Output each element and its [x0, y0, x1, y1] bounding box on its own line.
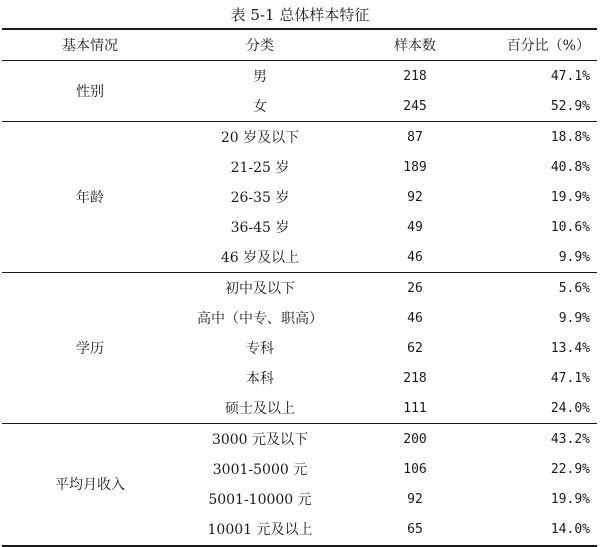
- category-cell: 硕士及以上: [225, 401, 295, 417]
- group-label: 平均月收入: [55, 477, 125, 493]
- percentage-cell: 18.8%: [550, 130, 590, 145]
- group-divider: [2, 121, 597, 122]
- sample-count-cell: 87: [407, 130, 423, 145]
- category-cell: 46 岁及以上: [220, 250, 300, 266]
- header-category: 分类: [246, 38, 274, 54]
- category-cell: 本科: [246, 371, 274, 387]
- sample-count-cell: 46: [407, 311, 423, 326]
- sample-count-cell: 200: [403, 432, 427, 447]
- sample-count-cell: 106: [403, 462, 427, 477]
- sample-count-cell: 26: [407, 281, 423, 296]
- percentage-cell: 9.9%: [558, 250, 590, 265]
- percentage-cell: 5.6%: [558, 281, 590, 296]
- sample-count-cell: 65: [407, 522, 423, 537]
- category-cell: 女: [253, 99, 267, 115]
- sample-count-cell: 218: [403, 371, 427, 386]
- category-cell: 初中及以下: [225, 281, 295, 297]
- category-cell: 男: [253, 69, 267, 85]
- category-cell: 3000 元及以下: [211, 432, 309, 448]
- percentage-cell: 19.9%: [550, 492, 590, 507]
- percentage-cell: 52.9%: [550, 99, 590, 114]
- percentage-cell: 47.1%: [550, 69, 590, 84]
- percentage-cell: 40.8%: [550, 160, 590, 175]
- percentage-cell: 13.4%: [550, 341, 590, 356]
- sample-count-cell: 189: [403, 160, 427, 175]
- header-sample-count: 样本数: [394, 38, 436, 54]
- percentage-cell: 43.2%: [550, 432, 590, 447]
- top-rule: [2, 28, 597, 30]
- percentage-cell: 10.6%: [550, 220, 590, 235]
- percentage-cell: 19.9%: [550, 190, 590, 205]
- sample-count-cell: 245: [403, 99, 427, 114]
- sample-count-cell: 46: [407, 250, 423, 265]
- group-divider: [2, 272, 597, 273]
- category-cell: 20 岁及以下: [220, 130, 300, 146]
- percentage-cell: 47.1%: [550, 371, 590, 386]
- category-cell: 5001-10000 元: [208, 492, 312, 508]
- group-divider: [2, 423, 597, 424]
- percentage-cell: 24.0%: [550, 401, 590, 416]
- category-cell: 26-35 岁: [230, 190, 290, 206]
- category-cell: 专科: [246, 341, 274, 357]
- sample-count-cell: 218: [403, 69, 427, 84]
- category-cell: 3001-5000 元: [212, 462, 308, 478]
- percentage-cell: 22.9%: [550, 462, 590, 477]
- header-basic-info: 基本情况: [62, 38, 118, 54]
- sample-count-cell: 92: [407, 492, 423, 507]
- category-cell: 高中（中专、职高）: [197, 311, 323, 327]
- percentage-cell: 9.9%: [558, 311, 590, 326]
- category-cell: 10001 元及以上: [207, 522, 313, 538]
- sample-count-cell: 62: [407, 341, 423, 356]
- sample-count-cell: 92: [407, 190, 423, 205]
- sample-count-cell: 111: [403, 401, 427, 416]
- group-label: 学历: [76, 341, 104, 357]
- group-label: 年龄: [76, 190, 104, 206]
- header-rule: [2, 60, 597, 61]
- category-cell: 36-45 岁: [230, 220, 290, 236]
- sample-count-cell: 49: [407, 220, 423, 235]
- header-percentage: 百分比（%）: [506, 38, 590, 54]
- group-label: 性别: [76, 84, 104, 100]
- category-cell: 21-25 岁: [230, 160, 290, 176]
- percentage-cell: 14.0%: [550, 522, 590, 537]
- table-title: 表 5-1 总体样本特征: [230, 6, 370, 24]
